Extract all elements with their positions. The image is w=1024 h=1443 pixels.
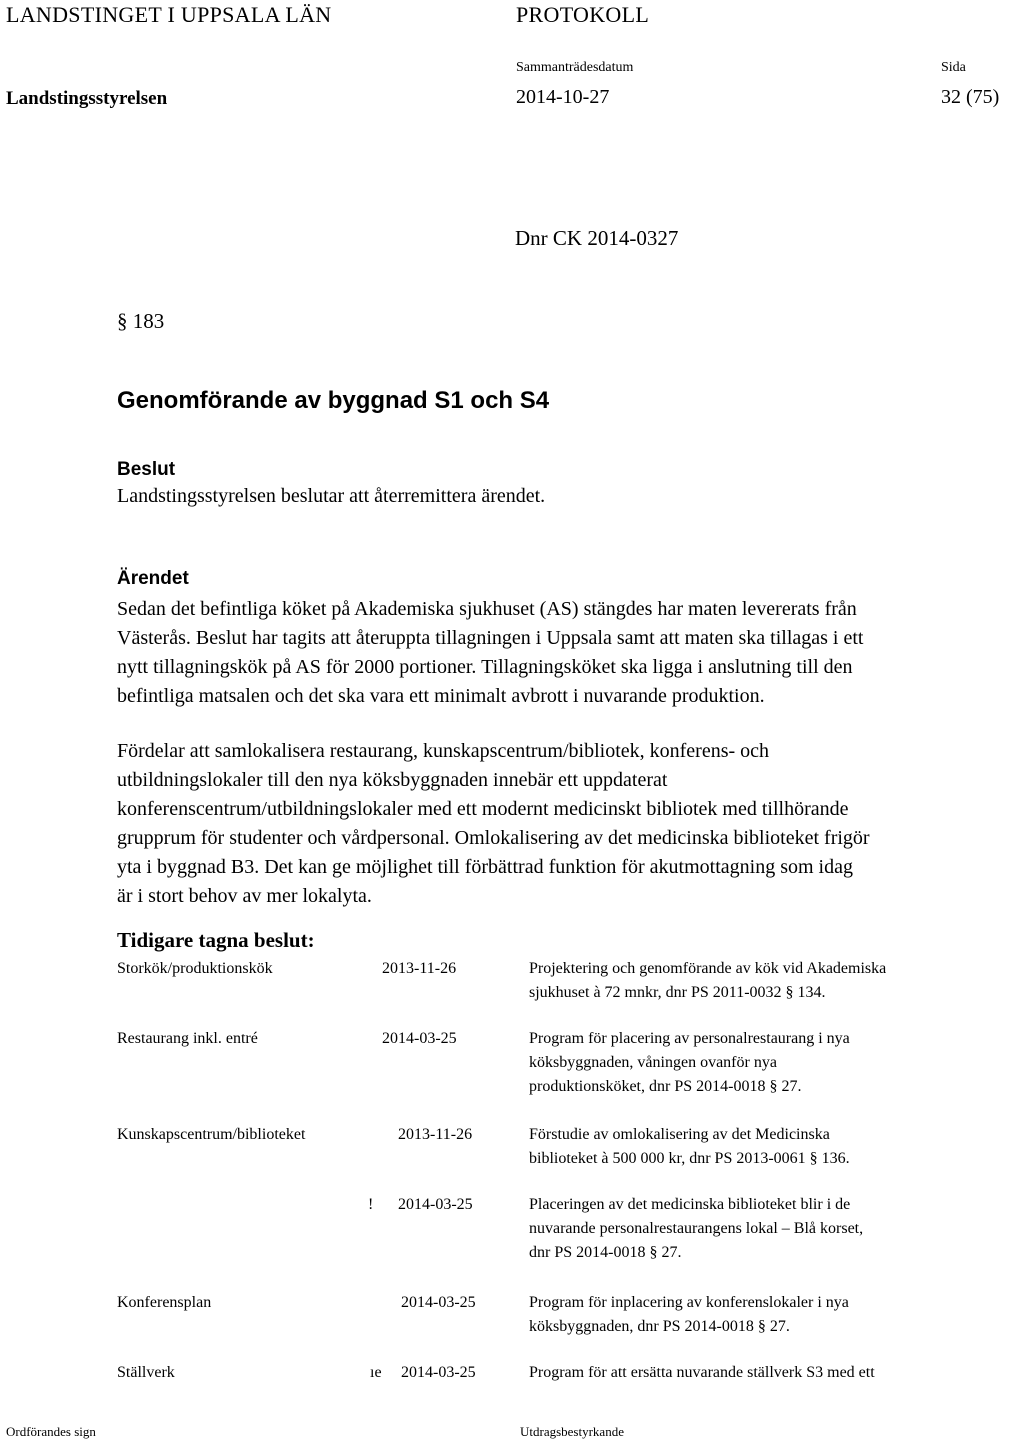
body-text-line: utbildningslokaler till den nya köksbyggnaden innebär ett uppdaterat xyxy=(117,769,668,791)
decision-date: 2014-03-25 xyxy=(398,1196,473,1213)
case-number: Dnr CK 2014-0327 xyxy=(515,226,679,250)
decision-heading: Beslut xyxy=(117,459,176,480)
body-text-line: Västerås. Beslut har tagits att återuppta tillagningen i Uppsala samt att maten ska tillagas i ett xyxy=(117,627,864,649)
page-title: Genomförande av byggnad S1 och S4 xyxy=(117,387,550,414)
decision-date: 2014-03-25 xyxy=(401,1364,476,1381)
decision-date: 2014-03-25 xyxy=(382,1030,457,1047)
decision-subject: Kunskapscentrum/biblioteket xyxy=(117,1126,306,1143)
organization-name: LANDSTINGET I UPPSALA LÄN xyxy=(6,2,332,27)
meeting-date: 2014-10-27 xyxy=(516,86,610,108)
body-text-line: grupprum för studenter och vårdpersonal. Omlokalisering av det medicinska biblioteket frigör xyxy=(117,827,870,849)
decision-text: Landstingsstyrelsen beslutar att återremittera ärendet. xyxy=(117,485,546,507)
meeting-date-label: Sammanträdesdatum xyxy=(516,60,634,75)
body-text-line: yta i byggnad B3. Det kan ge möjlighet till förbättrad funktion för akutmottagning som idag xyxy=(117,856,853,878)
decision-description-line: Program för inplacering av konferenslokaler i nya xyxy=(529,1294,849,1311)
decision-subject: Konferensplan xyxy=(117,1294,212,1311)
decision-subject: Restaurang inkl. entré xyxy=(117,1030,258,1047)
body-text-line: befintliga matsalen och det ska vara ett minimalt avbrott i nuvarande produktion. xyxy=(117,685,765,707)
decision-subject: Ställverk xyxy=(117,1364,175,1381)
body-text-line: nytt tillagningskök på AS för 2000 portioner. Tillagningsköket ska ligga i anslutning till den xyxy=(117,656,853,678)
decision-description-line: biblioteket à 500 000 kr, dnr PS 2013-0061 § 136. xyxy=(529,1150,850,1167)
decision-description-line: sjukhuset à 72 mnkr, dnr PS 2011-0032 § 134. xyxy=(529,984,826,1001)
body-text-line: Fördelar att samlokalisera restaurang, kunskapscentrum/bibliotek, konferens- och xyxy=(117,740,770,762)
decision-mark: ! xyxy=(368,1196,374,1213)
decision-date: 2013-11-26 xyxy=(382,960,457,977)
decision-description-line: Program för att ersätta nuvarande ställverk S3 med ett xyxy=(529,1364,875,1381)
decision-date: 2014-03-25 xyxy=(401,1294,476,1311)
decision-description-line: Program för placering av personalrestaurang i nya xyxy=(529,1030,850,1047)
previous-decisions-heading: Tidigare tagna beslut: xyxy=(117,928,315,952)
extract-certification-label: Utdragsbestyrkande xyxy=(520,1424,624,1439)
decision-description-line: Förstudie av omlokalisering av det Medicinska xyxy=(529,1126,830,1143)
decision-description-line: nuvarande personalrestaurangens lokal – Blå korset, xyxy=(529,1220,864,1237)
decision-mark: ıe xyxy=(370,1364,382,1381)
body-text-line: är i stort behov av mer lokalyta. xyxy=(117,885,372,907)
decision-date: 2013-11-26 xyxy=(398,1126,473,1143)
decision-description-line: produktionsköket, dnr PS 2014-0018 § 27. xyxy=(529,1078,802,1095)
decision-subject: Storkök/produktionskök xyxy=(117,960,273,977)
matter-heading: Ärendet xyxy=(117,568,189,589)
decision-description-line: köksbyggnaden, dnr PS 2014-0018 § 27. xyxy=(529,1318,790,1335)
body-text-line: konferenscentrum/utbildningslokaler med ett modernt medicinskt bibliotek med tillhörande xyxy=(117,798,849,820)
decision-description-line: dnr PS 2014-0018 § 27. xyxy=(529,1244,682,1261)
decision-description-line: Placeringen av det medicinska biblioteket blir i de xyxy=(529,1196,851,1213)
page-number: 32 (75) xyxy=(941,86,1000,108)
document-type: PROTOKOLL xyxy=(516,2,650,27)
decision-description-line: köksbyggnaden, våningen ovanför nya xyxy=(529,1054,777,1071)
chair-signature-label: Ordförandes sign xyxy=(6,1424,96,1439)
page-label: Sida xyxy=(941,60,966,75)
body-text-line: Sedan det befintliga köket på Akademiska sjukhuset (AS) stängdes har maten levererats från xyxy=(117,598,857,620)
board-name: Landstingsstyrelsen xyxy=(6,88,168,109)
decision-description-line: Projektering och genomförande av kök vid Akademiska xyxy=(529,960,887,977)
paragraph-number: § 183 xyxy=(117,309,165,333)
